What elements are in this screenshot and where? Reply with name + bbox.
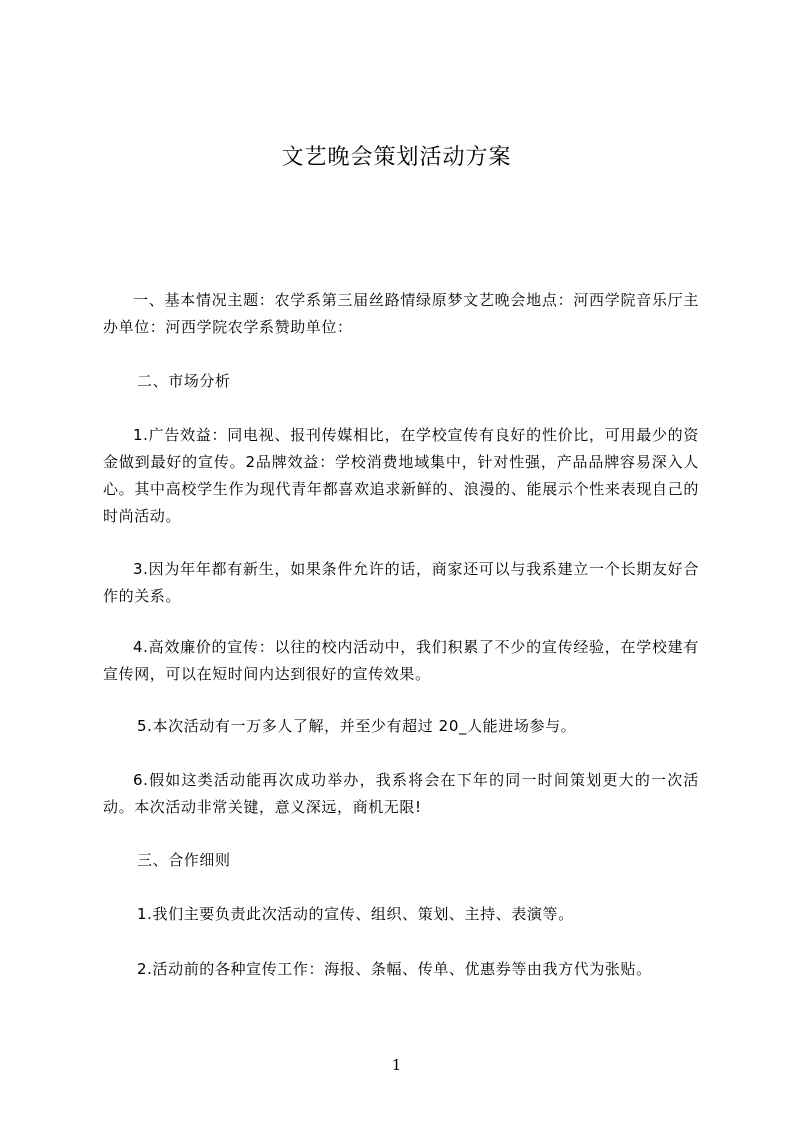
paragraph-promotion-work: 2.活动前的各种宣传工作：海报、条幅、传单、优惠券等由我方代为张贴。: [137, 960, 652, 978]
paragraph-repeat-event: 6.假如这类活动能再次成功举办，我系将会在下年的同一时间策划更大的一次活动。本次活动非常关键，意义深远，商机无限!: [103, 771, 699, 816]
paragraph-ad-benefit: 1.广告效益：同电视、报刊传媒相比，在学校宣传有良好的性价比，可用最少的资金做到最好的宣传。2品牌效益：学校消费地域集中，针对性强，产品品牌容易深入人心。其中高校学生作为现代青年都喜欢追求新鲜的、浪漫的、能展示个性来表现自己的时尚活动。: [103, 426, 699, 525]
paragraph-responsibilities: 1.我们主要负责此次活动的宣传、组织、策划、主持、表演等。: [137, 905, 574, 923]
paragraph-audience: 5.本次活动有一万多人了解，并至少有超过 20_人能进场参与。: [137, 717, 577, 735]
section-heading-market-analysis: 二、市场分析: [137, 372, 231, 390]
page-number: 1: [391, 1056, 402, 1074]
paragraph-basic-info: 一、基本情况主题：农学系第三届丝路情绿原梦文艺晚会地点：河西学院音乐厅主办单位：河西学院农学系赞助单位：: [103, 291, 699, 336]
document-title: 文艺晚会策划活动方案: [281, 145, 512, 170]
paragraph-new-students: 3.因为年年都有新生，如果条件允许的话，商家还可以与我系建立一个长期友好合作的关系。: [103, 560, 699, 605]
section-heading-cooperation: 三、合作细则: [137, 851, 231, 869]
paragraph-cheap-promotion: 4.高效廉价的宣传：以往的校内活动中，我们积累了不少的宣传经验，在学校建有宣传网，可以在短时间内达到很好的宣传效果。: [103, 638, 699, 683]
